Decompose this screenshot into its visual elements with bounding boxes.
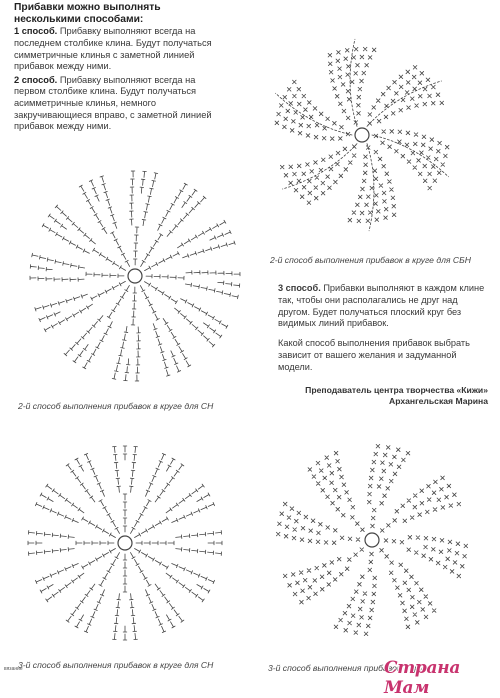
intro-heading: Прибавки можно выполнять несколькими способами:: [14, 2, 161, 26]
intro-text: [14, 2, 214, 135]
author-line2: Архангельская Марина: [388, 396, 488, 406]
author-block: [268, 385, 488, 407]
caption-sbn-method2: 2-й способ выполнения прибавок в круге для СБН: [270, 255, 471, 265]
method2-label: 2 способ.: [14, 74, 58, 85]
method1-text: Прибавку выполняют всегда на последнем столбике клина. Будут получаться симметричные клинья с заметной линией прибавок между ними.: [14, 26, 212, 72]
choice-paragraph: Какой способ выполнения прибавок выбрать зависит от вашего желания и задуманной модели.: [278, 338, 470, 372]
diagram-sbn-method2: [255, 35, 470, 250]
method1-label: 1 способ.: [14, 26, 58, 37]
diagram-sn-method3: [20, 428, 240, 648]
method2-paragraph: [14, 75, 214, 133]
site-watermark: Страна Мам: [384, 658, 461, 698]
method3-paragraph: [278, 283, 490, 330]
author-line1: Преподаватель центра творчества «Кижи»: [305, 385, 488, 395]
method1-paragraph: [14, 26, 214, 72]
diagram-sbn-method3: [262, 430, 487, 655]
method2-text: Прибавку выполняют всегда на первом столбике клина. Будут получаться асимметричные клинья, немного закручивающиеся вправо, с заметной линией прибавок между ними.: [14, 74, 212, 132]
method3-text-block: [278, 283, 490, 382]
method3-label: 3 способ.: [278, 283, 321, 293]
caption-sn-method2: 2-й способ выполнения прибавок в круге для СН: [18, 401, 214, 411]
page-mark: вязание: [4, 666, 23, 672]
caption-sbn-method3: 3-й способ выполнения прибавок в кру: [268, 663, 424, 673]
diagram-sn-method2: [18, 160, 258, 400]
caption-sn-method3: 3-й способ выполнения прибавок в круге для СН: [18, 660, 214, 670]
method3-text: Прибавки выполняют в каждом клине так, чтобы они располагались не друг над другом. Будет получаться плоский круг без видимых линий прибавок.: [278, 283, 485, 329]
